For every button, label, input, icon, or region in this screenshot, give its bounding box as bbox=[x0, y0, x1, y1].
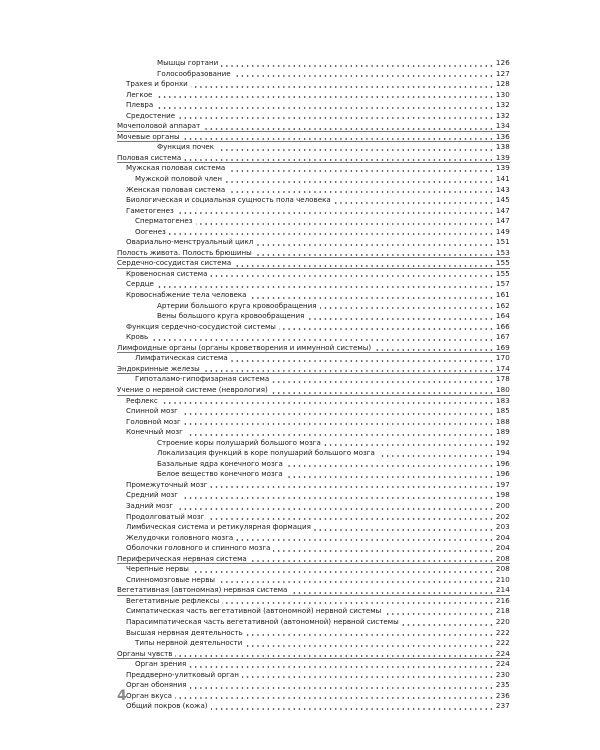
toc-entry[interactable] bbox=[117, 638, 510, 649]
dot-leader bbox=[161, 402, 494, 404]
toc-entry[interactable] bbox=[117, 153, 510, 164]
dot-leader bbox=[234, 75, 494, 77]
toc-entry-page: 189 bbox=[495, 427, 510, 437]
toc-entry-title: Мужская половая система bbox=[126, 163, 226, 173]
toc-entry-page: 132 bbox=[495, 110, 510, 120]
toc-entry-title: Средостение bbox=[126, 110, 176, 120]
toc-entry[interactable] bbox=[117, 258, 510, 269]
toc-entry[interactable] bbox=[117, 617, 510, 628]
dot-leader bbox=[192, 571, 494, 573]
toc-entry[interactable] bbox=[117, 216, 510, 227]
toc-entry-title: Оболочки головного и спинного мозга bbox=[126, 543, 271, 553]
toc-entry-page: 180 bbox=[495, 384, 510, 394]
toc-entry-page: 161 bbox=[495, 290, 510, 300]
toc-entry-page: 208 bbox=[495, 553, 510, 563]
toc-entry-page: 155 bbox=[495, 268, 510, 278]
toc-entry[interactable] bbox=[117, 438, 510, 449]
toc-entry[interactable] bbox=[117, 121, 510, 132]
dot-leader bbox=[234, 265, 494, 267]
dot-leader bbox=[273, 550, 494, 552]
toc-entry-page: 139 bbox=[495, 152, 510, 162]
toc-entry[interactable] bbox=[117, 132, 510, 143]
toc-entry[interactable] bbox=[117, 585, 510, 596]
dot-leader bbox=[210, 486, 494, 488]
dot-leader bbox=[378, 455, 494, 457]
toc-entry-page: 136 bbox=[495, 131, 510, 141]
toc-entry-title: Локализация функций в коре полушарий большого мозга bbox=[157, 448, 375, 458]
dot-leader bbox=[384, 613, 494, 615]
dot-leader bbox=[178, 117, 494, 119]
toc-entry-page: 145 bbox=[495, 195, 510, 205]
toc-entry-page: 162 bbox=[495, 300, 510, 310]
toc-entry-page: 188 bbox=[495, 416, 510, 426]
toc-entry-title: Головной мозг bbox=[126, 416, 181, 426]
toc-entry[interactable] bbox=[117, 237, 510, 248]
toc-entry[interactable] bbox=[117, 427, 510, 438]
dot-leader bbox=[231, 360, 494, 362]
toc-entry-page: 147 bbox=[495, 205, 510, 215]
toc-entry[interactable] bbox=[117, 564, 510, 575]
toc-entry-title: Черепные нервы bbox=[126, 564, 189, 574]
toc-entry-page: 166 bbox=[495, 321, 510, 331]
toc-entry-page: 153 bbox=[495, 247, 510, 257]
toc-entry-title: Полость живота. Полость брюшины bbox=[117, 247, 252, 257]
dot-leader bbox=[217, 149, 494, 151]
toc-entry-title: Желудочки головного мозга bbox=[126, 532, 234, 542]
toc-entry-title: Строение коры полушарий большого мозга bbox=[157, 437, 321, 447]
toc-entry[interactable] bbox=[117, 670, 510, 681]
toc-entry-title: Эндокринные железы bbox=[117, 363, 200, 373]
toc-entry-title: Половая система bbox=[117, 152, 182, 162]
toc-entry-page: 216 bbox=[495, 595, 510, 605]
toc-entry[interactable] bbox=[117, 100, 510, 111]
toc-entry-title: Кровь bbox=[126, 332, 149, 342]
toc-entry-page: 167 bbox=[495, 332, 510, 342]
toc-entry-title: Овариально-менструальный цикл bbox=[126, 237, 254, 247]
dot-leader bbox=[324, 444, 494, 446]
dot-leader bbox=[236, 539, 494, 541]
toc-entry[interactable] bbox=[117, 111, 510, 122]
toc-entry-title: Вегетативные рефлексы bbox=[126, 595, 220, 605]
dot-leader bbox=[286, 465, 494, 467]
toc-entry[interactable] bbox=[117, 417, 510, 428]
toc-entry[interactable] bbox=[117, 533, 510, 544]
toc-entry-title: Белое вещество конечного мозга bbox=[157, 469, 283, 479]
toc-entry-title: Парасимпатическая часть вегетативной (автономной) нервной системы bbox=[126, 616, 399, 626]
dot-leader bbox=[320, 307, 494, 309]
toc-entry[interactable] bbox=[117, 575, 510, 586]
toc-entry-title: Вены большого круга кровообращения bbox=[157, 311, 305, 321]
toc-entry-page: 141 bbox=[495, 174, 510, 184]
dot-leader bbox=[314, 529, 494, 531]
dot-leader bbox=[169, 233, 494, 235]
toc-entry-page: 208 bbox=[495, 564, 510, 574]
toc-entry-title: Спинной мозг bbox=[126, 406, 178, 416]
toc-entry-title: Гипоталамо-гипофизарная система bbox=[135, 374, 270, 384]
toc-entry[interactable] bbox=[117, 142, 510, 153]
dot-leader bbox=[151, 339, 494, 341]
dot-leader bbox=[190, 687, 494, 689]
toc-entry-title: Вегетативная (автономная) нервная система bbox=[117, 585, 288, 595]
toc-entry-page: 224 bbox=[495, 648, 510, 658]
dot-leader bbox=[191, 86, 494, 88]
toc-entry-page: 202 bbox=[495, 511, 510, 521]
toc-entry-title: Трахея и бронхи bbox=[126, 79, 188, 89]
toc-entry-title: Орган зрения bbox=[135, 659, 187, 669]
toc-entry-title: Артерии большого круга кровообращения bbox=[157, 300, 317, 310]
toc-entry-title: Симпатическая часть вегетативной (автономной) нервной системы bbox=[126, 606, 382, 616]
dot-leader bbox=[218, 581, 494, 583]
toc-entry-page: 235 bbox=[495, 680, 510, 690]
dot-leader bbox=[175, 655, 494, 657]
toc-entry[interactable] bbox=[117, 469, 510, 480]
toc-entry-page: 224 bbox=[495, 659, 510, 669]
toc-entry-title: Кровеносная система bbox=[126, 268, 208, 278]
toc-entry[interactable] bbox=[117, 596, 510, 607]
dot-leader bbox=[222, 602, 494, 604]
toc-entry-page: 130 bbox=[495, 89, 510, 99]
page-number: 4 bbox=[117, 688, 127, 704]
toc-entry-page: 147 bbox=[495, 216, 510, 226]
toc-entry-title: Учение о нервной системе (неврология) bbox=[117, 384, 268, 394]
dot-leader bbox=[228, 191, 494, 193]
dot-leader bbox=[272, 381, 494, 383]
toc-entry-title: Рефлекс bbox=[126, 395, 158, 405]
dot-leader bbox=[155, 96, 494, 98]
dot-leader bbox=[177, 212, 494, 214]
toc-entry-title: Органы чувств bbox=[117, 648, 173, 658]
toc-entry-title: Орган обоняния bbox=[126, 680, 187, 690]
toc-entry-page: 222 bbox=[495, 627, 510, 637]
toc-entry-title: Преддверно-улитковый орган bbox=[126, 669, 239, 679]
toc-entry-page: 126 bbox=[495, 58, 510, 67]
dot-leader bbox=[245, 645, 494, 647]
toc-entry-page: 127 bbox=[495, 68, 510, 78]
dot-leader bbox=[184, 159, 494, 161]
toc-entry-title: Кровоснабжение тела человека bbox=[126, 290, 247, 300]
toc-entry-title: Сперматогенез bbox=[135, 216, 193, 226]
toc-entry-title: Лимфоидные органы (органы кроветворения и иммунной системы) bbox=[117, 342, 372, 352]
toc-entry-title: Мышцы гортани bbox=[157, 58, 219, 67]
toc-entry[interactable] bbox=[117, 480, 510, 491]
toc-entry[interactable] bbox=[117, 279, 510, 290]
dot-leader bbox=[242, 676, 494, 678]
dot-leader bbox=[221, 65, 494, 67]
toc-entry-page: 237 bbox=[495, 701, 510, 711]
table-of-contents bbox=[117, 58, 510, 712]
toc-entry[interactable] bbox=[117, 343, 510, 354]
toc-entry[interactable] bbox=[117, 628, 510, 639]
toc-entry-title: Женская половая система bbox=[126, 184, 226, 194]
dot-leader bbox=[156, 107, 494, 109]
dot-leader bbox=[189, 666, 494, 668]
toc-entry-title: Продолговатый мозг bbox=[126, 511, 205, 521]
dot-leader bbox=[286, 476, 494, 478]
dot-leader bbox=[184, 423, 494, 425]
dot-leader bbox=[157, 286, 494, 288]
toc-entry-page: 138 bbox=[495, 142, 510, 152]
toc-entry-page: 149 bbox=[495, 226, 510, 236]
toc-entry-page: 222 bbox=[495, 638, 510, 648]
toc-entry-title: Сердце bbox=[126, 279, 154, 289]
dot-leader bbox=[334, 202, 494, 204]
toc-entry-page: 155 bbox=[495, 258, 510, 268]
toc-entry-page: 192 bbox=[495, 437, 510, 447]
toc-entry[interactable] bbox=[117, 406, 510, 417]
toc-entry[interactable] bbox=[117, 90, 510, 101]
dot-leader bbox=[256, 244, 494, 246]
dot-leader bbox=[196, 223, 494, 225]
toc-entry[interactable] bbox=[117, 649, 510, 660]
toc-entry-page: 197 bbox=[495, 479, 510, 489]
toc-entry-title: Мочеполовой аппарат bbox=[117, 121, 201, 131]
toc-entry-page: 151 bbox=[495, 237, 510, 247]
dot-leader bbox=[228, 170, 494, 172]
toc-entry-page: 139 bbox=[495, 163, 510, 173]
dot-leader bbox=[210, 275, 494, 277]
toc-entry-title: Голосообразование bbox=[157, 68, 231, 78]
dot-leader bbox=[250, 560, 494, 562]
toc-entry-page: 178 bbox=[495, 374, 510, 384]
dot-leader bbox=[246, 634, 494, 636]
toc-entry-page: 194 bbox=[495, 448, 510, 458]
dot-leader bbox=[181, 413, 494, 415]
toc-entry[interactable] bbox=[117, 490, 510, 501]
toc-entry[interactable] bbox=[117, 301, 510, 312]
dot-leader bbox=[225, 181, 494, 183]
toc-entry-title: Функция сердечно-сосудистой системы bbox=[126, 321, 276, 331]
dot-leader bbox=[203, 128, 494, 130]
dot-leader bbox=[255, 254, 494, 256]
toc-entry-page: 210 bbox=[495, 574, 510, 584]
toc-entry-page: 170 bbox=[495, 353, 510, 363]
toc-entry[interactable] bbox=[117, 248, 510, 259]
toc-entry[interactable] bbox=[117, 512, 510, 523]
toc-entry-page: 169 bbox=[495, 342, 510, 352]
toc-entry[interactable] bbox=[117, 396, 510, 407]
dot-leader bbox=[211, 708, 494, 710]
toc-entry-page: 174 bbox=[495, 363, 510, 373]
toc-entry[interactable] bbox=[117, 701, 510, 712]
toc-entry-title: Высшая нервная деятельность bbox=[126, 627, 243, 637]
toc-entry[interactable] bbox=[117, 364, 510, 375]
toc-entry-page: 143 bbox=[495, 184, 510, 194]
toc-entry[interactable] bbox=[117, 227, 510, 238]
dot-leader bbox=[290, 592, 494, 594]
toc-entry-title: Мочевые органы bbox=[117, 131, 180, 141]
toc-entry[interactable] bbox=[117, 195, 510, 206]
toc-entry-page: 157 bbox=[495, 279, 510, 289]
toc-entry-title: Периферическая нервная система bbox=[117, 553, 247, 563]
dot-leader bbox=[186, 434, 494, 436]
toc-entry-page: 214 bbox=[495, 585, 510, 595]
dot-leader bbox=[307, 318, 494, 320]
dot-leader bbox=[175, 697, 494, 699]
toc-entry[interactable] bbox=[117, 79, 510, 90]
toc-entry-title: Типы нервной деятельности bbox=[135, 638, 243, 648]
toc-entry-title: Промежуточный мозг bbox=[126, 479, 208, 489]
toc-entry[interactable] bbox=[117, 554, 510, 565]
toc-entry[interactable] bbox=[117, 269, 510, 280]
toc-entry-page: 230 bbox=[495, 669, 510, 679]
toc-entry[interactable] bbox=[117, 448, 510, 459]
toc-entry[interactable] bbox=[117, 332, 510, 343]
toc-entry-page: 196 bbox=[495, 469, 510, 479]
toc-entry-title: Функция почек bbox=[157, 142, 215, 152]
toc-entry[interactable] bbox=[117, 385, 510, 396]
toc-entry[interactable] bbox=[117, 459, 510, 470]
toc-entry[interactable] bbox=[117, 174, 510, 185]
toc-entry[interactable] bbox=[117, 522, 510, 533]
toc-entry[interactable] bbox=[117, 353, 510, 364]
toc-entry-title: Мужской половой член bbox=[135, 174, 223, 184]
toc-entry-page: 134 bbox=[495, 121, 510, 131]
toc-entry[interactable] bbox=[117, 543, 510, 554]
dot-leader bbox=[203, 370, 494, 372]
toc-entry-title: Лимбическая система и ретикулярная формация bbox=[126, 522, 311, 532]
dot-leader bbox=[279, 328, 494, 330]
toc-entry[interactable] bbox=[117, 206, 510, 217]
toc-entry-title: Средний мозг bbox=[126, 490, 179, 500]
toc-entry-title: Гаметогенез bbox=[126, 205, 174, 215]
dot-leader bbox=[250, 297, 494, 299]
toc-entry-title: Конечный мозг bbox=[126, 427, 183, 437]
toc-entry-title: Легкое bbox=[126, 89, 153, 99]
toc-entry-title: Общий покров (кожа) bbox=[126, 701, 208, 711]
toc-entry-page: 220 bbox=[495, 616, 510, 626]
toc-entry-page: 132 bbox=[495, 100, 510, 110]
dot-leader bbox=[402, 624, 494, 626]
toc-entry-page: 200 bbox=[495, 500, 510, 510]
toc-entry-title: Биологическая и социальная сущность пола человека bbox=[126, 195, 331, 205]
toc-entry-page: 204 bbox=[495, 532, 510, 542]
toc-entry-page: 204 bbox=[495, 543, 510, 553]
dot-leader bbox=[176, 508, 494, 510]
toc-entry-page: 203 bbox=[495, 522, 510, 532]
toc-entry[interactable] bbox=[117, 501, 510, 512]
dot-leader bbox=[183, 138, 494, 140]
dot-leader bbox=[374, 349, 494, 351]
toc-entry[interactable] bbox=[117, 58, 510, 69]
toc-entry-title: Задний мозг bbox=[126, 500, 174, 510]
toc-entry-page: 196 bbox=[495, 458, 510, 468]
toc-entry-title: Орган вкуса bbox=[126, 690, 172, 700]
toc-entry-page: 128 bbox=[495, 79, 510, 89]
toc-entry-title: Базальные ядра конечного мозга bbox=[157, 458, 283, 468]
toc-entry[interactable] bbox=[117, 163, 510, 174]
toc-entry[interactable] bbox=[117, 374, 510, 385]
toc-entry[interactable] bbox=[117, 290, 510, 301]
toc-entry-page: 183 bbox=[495, 395, 510, 405]
dot-leader bbox=[207, 518, 494, 520]
toc-entry[interactable] bbox=[117, 311, 510, 322]
toc-entry[interactable] bbox=[117, 606, 510, 617]
toc-entry[interactable] bbox=[117, 691, 510, 702]
toc-entry-page: 236 bbox=[495, 690, 510, 700]
toc-entry-title: Оогенез bbox=[135, 226, 166, 236]
toc-entry-title: Лимфатическая система bbox=[135, 353, 228, 363]
toc-entry[interactable] bbox=[117, 680, 510, 691]
toc-entry-page: 164 bbox=[495, 311, 510, 321]
toc-entry[interactable] bbox=[117, 69, 510, 80]
toc-entry-title: Спинномозговые нервы bbox=[126, 574, 216, 584]
toc-entry-title: Сердечно-сосудистая система bbox=[117, 258, 232, 268]
toc-entry-page: 218 bbox=[495, 606, 510, 616]
toc-entry-title: Плевра bbox=[126, 100, 154, 110]
toc-entry[interactable] bbox=[117, 185, 510, 196]
dot-leader bbox=[181, 497, 494, 499]
toc-entry-page: 198 bbox=[495, 490, 510, 500]
toc-entry[interactable] bbox=[117, 322, 510, 333]
toc-entry-page: 185 bbox=[495, 406, 510, 416]
toc-entry[interactable] bbox=[117, 659, 510, 670]
dot-leader bbox=[271, 392, 494, 394]
